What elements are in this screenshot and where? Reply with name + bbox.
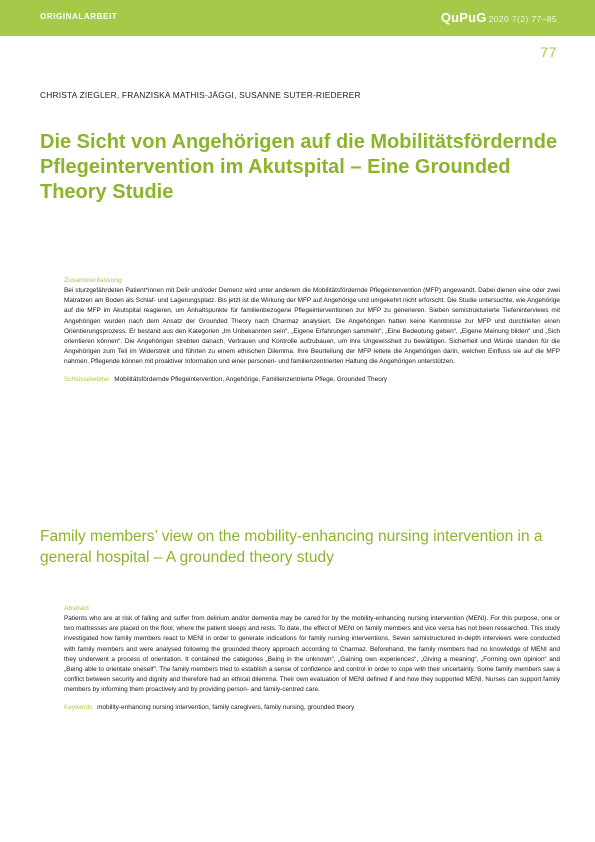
german-abstract-label: Zusammenfassung: [64, 277, 122, 284]
english-abstract-body: Patients who are at risk of falling and suffer from delirium and/or dementia may be cared for by the mobility-enhancing nursing intervention (MENI). For this purpose, one or two mattresses are placed on the floor, where the patient sleeps and rests. To date, the effect of MENI on family members and vice versa has not been researched. This study investigated how family members react to MENI in order to generate indications for family nursing interventions. Seven semistructured in-depth interviews were conducted with family members and were analysed following the grounded theory approach according to Charmaz. Beforehand, the family members had no knowledge of MENI and they underwent a process of orientation. It contained the categories „Being in the unknown“, „Gaining own experiences“, „Giving a meaning“, „Forming own opinion“ and „Being able to orientate oneself“. The family members tried to establish a sense of confidence and control in order to cope with their uncertainty. Some family members saw a conflict between security and dignity and therefore had an ethical dilemma. Their own evaluation of MENI defined if and how they supported MENI. Nurses can support family members by informing them proactively and by providing person- and family-centred care.: [64, 615, 560, 694]
german-keywords: [64, 375, 560, 385]
english-abstract: [64, 605, 560, 713]
german-keywords-label: Schlüsselwörter: [64, 375, 110, 383]
english-keywords-label: Keywords: [64, 703, 93, 711]
german-abstract: [64, 277, 560, 385]
header-band: [0, 0, 595, 36]
section-label: ORIGINALARBEIT: [40, 12, 118, 21]
german-abstract-body: Bei sturzgefährdeten Patient*innen mit Delir und/oder Demenz wird unter anderem die Mobilitätsfördernde Pflegeintervention (MFP) angewandt. Dabei dienen eine oder zwei Matratzen am Boden als Schlaf- und Lagerungsplatz. Bis jetzt ist die Wirkung der MFP auf Angehörige und umgekehrt nicht erforscht. Die Studie untersuchte, wie Angehörige auf die MFP im Akutspital reagieren, um Anhaltspunkte für familienbezogene Pflegeinterventionen zur MFP zu generieren. Sieben semistrukturierte Tiefeninterviews mit Angehörigen wurden nach dem Ansatz der Grounded Theory nach Charmaz analysiert. Die Angehörigen hatten keine Kenntnisse zur MFP und durchliefen einen Orientierungsprozess. Er bestand aus den Kategorien „Im Unbekannten sein“, „Eigene Erfahrungen sammeln“, „Eine Bedeutung geben“, „Eigene Meinung bilden“ und „Sich orientieren können“. Die Angehörigen strebten danach, Vertrauen und Kontrolle aufzubauen, um ihre Ungewissheit zu bewältigen. Sicherheit und Würde standen für die Angehörigen zum Teil im Widerstreit und führten zu einem ethischen Dilemma. Ihre Beurteilung der MFP leitete die Angehörigen darin, welchen Einfluss sie auf die MFP nahmen. Pflegende können mit proaktiver Information und einer personen- und familienzentrierten Haltung die Angehörigen unterstützen.: [64, 287, 560, 366]
article-title-german: Die Sicht von Angehörigen auf die Mobilitätsfördernde Pflegeintervention im Akutspital – Eine Grounded Theory Studie: [40, 131, 558, 203]
english-keywords-text: mobility-enhancing nursing intervention, family caregivers, family nursing, grounded theory: [97, 703, 355, 711]
german-keywords-text: Mobilitätsfördernde Pflegeintervention, Angehörige, Familienzentrierte Pflege, Grounded Theory: [114, 375, 388, 383]
journal-logo: QuPuG: [440, 10, 487, 25]
page-number: 77: [540, 44, 557, 60]
english-abstract-label: Abstract: [64, 605, 89, 612]
author-list: CHRISTA ZIEGLER, FRANZISKA MATHIS-JÄGGI, SUSANNE SUTER-RIEDERER: [40, 90, 361, 100]
journal-citation: 2020 7(2) 77–85: [488, 14, 557, 24]
journal-masthead: [441, 10, 557, 25]
english-keywords: [64, 703, 560, 713]
article-title-english: Family members’ view on the mobility-enhancing nursing intervention in a general hospital – A grounded theory study: [40, 528, 543, 566]
